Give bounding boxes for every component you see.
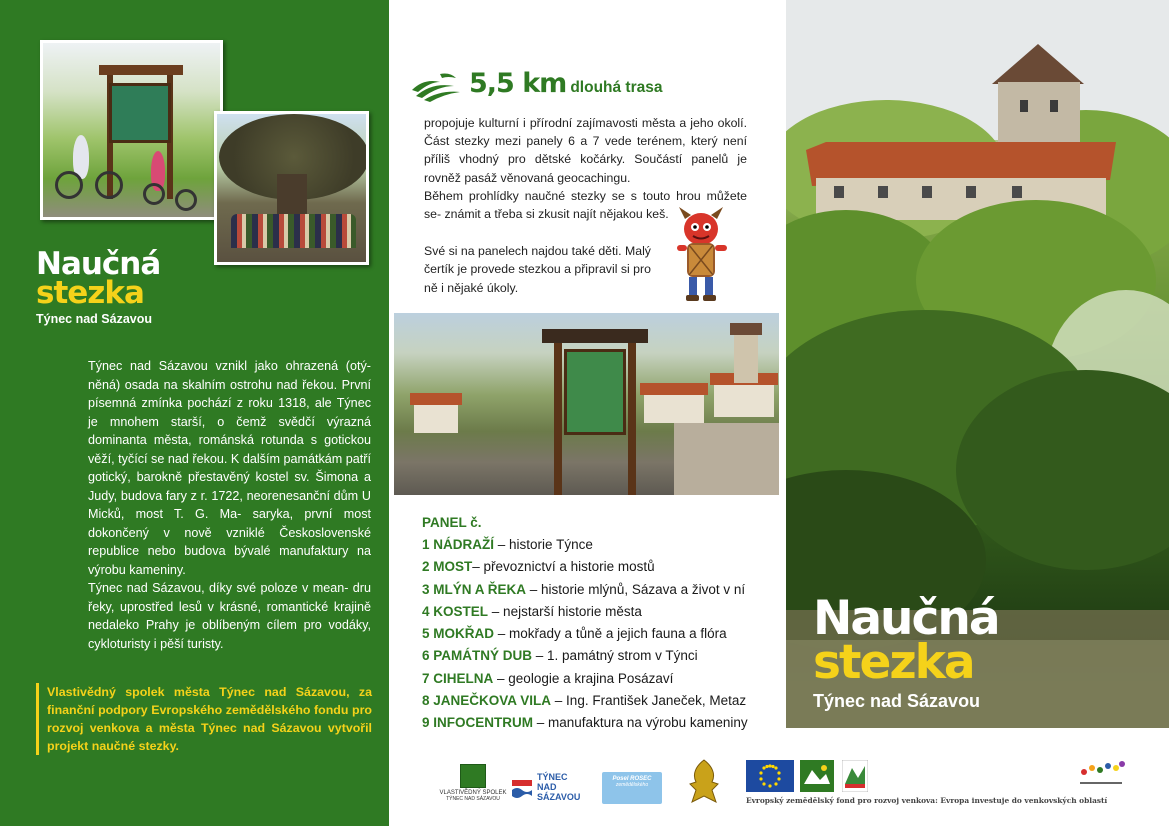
panel-item: 7 CIHELNA – geologie a krajina Posázaví [422, 670, 674, 686]
photo-memorial-oak-group [214, 111, 369, 265]
distance-value: 5,5 km [469, 68, 567, 99]
cover-title-block [813, 591, 999, 712]
cover-title-line1: Naučná [813, 591, 999, 646]
kids-paragraph: Své si na panelech najdou také děti. Malý čertík je provede stezkou a připravil si pro ně i nějaké úkoly. [424, 244, 651, 295]
house [714, 383, 774, 417]
geocache-paragraph: Během prohlídky naučné stezky se s touto hrou můžete se- známit a třeba si zkusit najít nějakou keš. [424, 188, 747, 222]
location-paragraph: Týnec nad Sázavou, díky své poloze v mean- dru řeky, uprostřed lesů v krásné, romantické krajině nedaleko Prahy je oblíbeným cílem pro vodáky, cykloturisty i pěší turisty. [88, 581, 371, 651]
bike-wheel [95, 171, 123, 199]
cover-subtitle: Týnec nad Sázavou [813, 691, 981, 711]
posazavi-logo: Posel ROSEC zemědělského [602, 772, 662, 804]
info-board [109, 83, 171, 143]
sponsor-logos [414, 760, 1169, 810]
church-tower [734, 333, 758, 383]
right-cover-photo [786, 0, 1169, 728]
house [414, 403, 458, 433]
devil-mascot-icon [667, 205, 735, 305]
cover-title-line2: stezka [813, 635, 974, 690]
leader-logo-icon [842, 760, 868, 792]
history-text [88, 357, 371, 653]
roof [410, 393, 462, 405]
panel-item: 9 INFOCENTRUM – manufaktura na výrobu kameniny [422, 715, 748, 731]
panel-item: 8 JANEČKOVA VILA – Ing. František Janeček, Metaz [422, 693, 747, 709]
scout-emblem-icon [682, 758, 726, 808]
tynec-town-logo: TÝNEC NAD SÁZAVOU [510, 772, 596, 806]
history-paragraph: Týnec nad Sázavou vznikl jako ohrazená (otý- něná) osada na skalním ostrohu nad řekou. První písemná zmínka pochází z roku 1318, ale Týnec je mnohem starší, o čemž svědčí výrazná dominanta města, románská rotunda s gotickou věží, tyčící se nad řekou. K dalším památkám patří gotický, barokně přestavěný kostel sv. Šimona a Judy, budova fary z r. 1722, neorenesanční dům U Micků, most T. G. Ma- saryka, první most dokončený v nově vzniklé Československé republice nebo budova bývalé manufaktury na výrobu kameniny. [88, 359, 371, 577]
bike-wheel [55, 171, 83, 199]
roof [640, 383, 708, 395]
bike-wheel [143, 183, 165, 205]
panel-item: 5 MOKŘAD – mokřady a tůně a jejich fauna a flóra [422, 626, 727, 642]
rural-program-icon [800, 760, 834, 792]
title-subtitle: Týnec nad Sázavou [36, 312, 153, 326]
tower-roof [730, 323, 762, 335]
title-line2: stezka [36, 275, 144, 311]
vlastivedny-spolek-logo: VLASTIVĚDNÝ SPOLEK TÝNEC NAD SÁZAVOU [434, 764, 512, 808]
title-line1: Naučná [36, 246, 161, 282]
panels-list [422, 515, 782, 735]
tynec-waves-icon [510, 774, 534, 802]
stone-wall [674, 423, 779, 495]
board-post [554, 339, 562, 495]
group-of-people [231, 214, 356, 248]
intro-paragraph: propojuje kulturní i přírodní zajímavosti města a jeho okolí. Část stezky mezi panely 6 a 7 vede terénem, který není příliš vhodný pro dětské kočárky. Součástí panelů je rovněž pasáž věnovaná geocachingu. [424, 116, 747, 185]
panel-item: 2 MOST– převoznictví a historie mostů [422, 559, 655, 575]
board-post [628, 339, 636, 495]
house [644, 393, 704, 423]
photo-info-board-town [394, 313, 779, 495]
panel-item: 6 PAMÁTNÝ DUB – 1. památný strom v Týnci [422, 648, 698, 664]
photo-children-cyclists [40, 40, 223, 220]
credit-text: Vlastivědný spolek města Týnec nad Sázavou, za finanční podpory Evropského zemědělského fondu pro rozvoj venkova a města Týnec nad Sázavou vytvořil projekt naučné stezky. [36, 683, 372, 755]
panel-item: 4 KOSTEL – nejstarší historie města [422, 603, 642, 619]
spolek-emblem-icon [460, 764, 486, 788]
board-roof [99, 65, 183, 75]
distance-label: dlouhá trasa [570, 79, 663, 96]
hills-logo-icon [410, 70, 462, 102]
mas-logo-icon [1074, 758, 1128, 792]
left-title-block [36, 246, 161, 326]
bike-wheel [175, 189, 197, 211]
board-roof [542, 329, 648, 343]
panels-heading: PANEL č. [422, 515, 482, 530]
left-panel [0, 0, 389, 826]
panel-item: 1 NÁDRAŽÍ – historie Týnce [422, 537, 593, 552]
eu-flag-icon [746, 760, 794, 792]
eu-fund-caption: Evropský zemědělský fond pro rozvoj venkova: Evropa investuje do venkovských oblastí [746, 796, 1108, 805]
distance-heading [469, 68, 663, 99]
info-board [564, 349, 626, 435]
panel-item: 3 MLÝN A ŘEKA – historie mlýnů, Sázava a život v ní [422, 581, 746, 597]
